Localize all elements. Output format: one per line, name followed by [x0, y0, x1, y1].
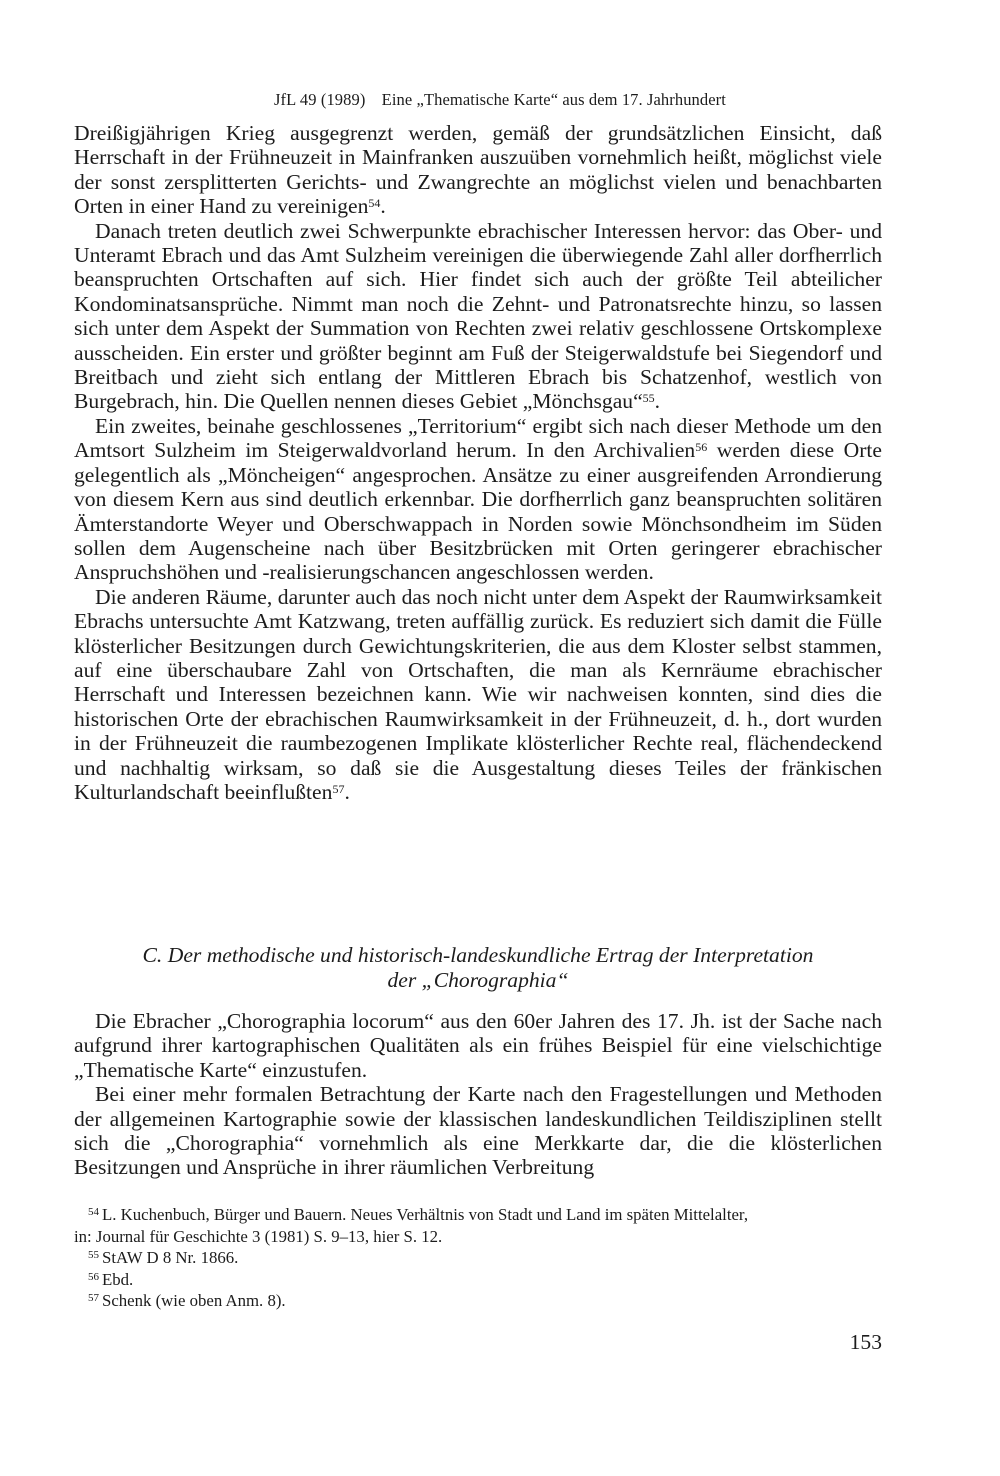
paragraph-text: Die anderen Räume, darunter auch das noch nicht unter dem Aspekt der Raumwirksamkeit Ebrachs untersuchte Amt Katzwang, treten auffällig zurück. Es reduziert sich damit die Fülle klösterlicher Besitzungen durch Gewichtungskriterien, die aus dem Kloster selbst stammen, auf eine überschaubare Zahl von Ortschaften, die man als Kernräume ebrachischer Herrschaft und Interessen bezeichnen kann. Wie wir nachweisen konnten, sind dies die historischen Orte der ebrachischen Raumwirksamkeit in der Frühneuzeit, d. h., dort wurden in der Frühneuzeit die raumbezogenen Implikate klösterlicher Rechte real, flächendeckend und nachhaltig wirksam, so daß sie die Ausgestaltung dieses Teiles der fränkischen Kulturlandschaft beeinflußten: [74, 584, 882, 804]
paragraph-end: .: [654, 389, 661, 414]
body-text: [74, 121, 882, 804]
page-number: 153: [849, 1330, 882, 1354]
paragraph-1: [74, 121, 882, 219]
section-paragraph-1: Die Ebracher „Chorographia locorum“ aus den 60er Jahren des 17. Jh. ist der Sache nach aufgrund ihrer kartographischen Qualitäten als ein frühes Beispiel für eine vielschichtige „Thematische Karte“ einzustufen.: [74, 1009, 882, 1082]
section-paragraph-2: Bei einer mehr formalen Betrachtung der Karte nach den Fragestellungen und Methoden der allgemeinen Kartographie sowie der klassischen landeskundlichen Teildisziplinen stellt sich die „Chorographia“ vornehmlich als eine Merkkarte dar, die die klösterlichen Besitzungen und Ansprüche in ihrer räumlichen Verbreitung: [74, 1082, 882, 1180]
paragraph-end: .: [380, 194, 386, 219]
section-body-text: [74, 1009, 882, 1180]
footnote-54: [74, 1204, 882, 1226]
footnotes: [74, 1204, 882, 1312]
footnote-55: [74, 1247, 882, 1269]
section-heading-line-1: C. Der methodische und historisch-landeskundliche Ertrag der Interpretation: [142, 943, 814, 967]
footnote-text: L. Kuchenbuch, Bürger und Bauern. Neues Verhältnis von Stadt und Land im späten Mittelalter,: [102, 1205, 749, 1224]
paragraph-text: Dreißigjährigen Krieg ausgegrenzt werden, gemäß der grundsätzlichen Einsicht, daß Herrschaft in der Frühneuzeit in Mainfranken auszuüben vornehmlich heißt, möglichst viele der sonst zersplitterten Gerichts- und Zwangrechte an möglichst vielen und benachbarten Orten in einer Hand zu vereinigen: [74, 121, 882, 219]
running-head-title: Eine „Thematische Karte“ aus dem 17. Jahrhundert: [381, 90, 726, 109]
paragraph-end: .: [344, 779, 350, 804]
footnote-ref: 56: [695, 440, 708, 455]
paragraph-2: [74, 219, 882, 414]
paragraph-3: [74, 414, 882, 585]
footnote-text: Schenk (wie oben Anm. 8).: [102, 1291, 286, 1310]
footnote-number: 54: [88, 1206, 99, 1218]
section-heading-line-2: der „Chorographia“: [387, 968, 569, 992]
paragraph-text: werden diese Orte gelegentlich als „Möncheigen“ angesprochen. Ansätze zu einer ausgreifenden Arrondierung von diesem Kern aus sind deutlich erkennbar. Die dorfherrlich ganz beanspruchten solitären Ämterstandorte Weyer und Oberschwappach in Norden sowie Mönchsondheim im Süden sollen dem Augenscheine nach über Besitzbrücken mit Orten geringerer ebrachischer Anspruchshöhen und -realisierungschancen angeschlossen werden.: [74, 438, 883, 585]
footnote-ref: 54: [368, 196, 381, 211]
footnote-ref: 57: [332, 781, 345, 796]
footnote-56: [74, 1269, 882, 1291]
footnote-text: StAW D 8 Nr. 1866.: [102, 1248, 239, 1267]
running-head-journal: JfL 49 (1989): [274, 90, 366, 109]
footnote-ref: 55: [642, 391, 655, 406]
footnote-number: 56: [88, 1270, 99, 1283]
footnote-57: [74, 1290, 882, 1312]
paragraph-text: Danach treten deutlich zwei Schwerpunkte ebrachischer Interessen hervor: das Ober- und Unteramt Ebrach und das Amt Sulzheim vereinigen die überwiegende Zahl aller dorfherrlich beanspruchten Ortschaften auf sich. Hier findet sich auch der größte Teil abteilicher Kondominatsansprüche. Nimmt man noch die Zehnt- und Patronatsrechte hinzu, so lassen sich unter dem Aspekt der Summation von Rechten zwei relativ geschlossene Ortskomplexe ausscheiden. Ein erster und größter beginnt am Fuß der Steigerwaldstufe bei Siegendorf und Breitbach und zieht sich entlang der Mittleren Ebrach bis Schatzenhof, westlich von Burgebrach, hin. Die Quellen nennen dieses Gebiet „Mönchsgau“: [74, 218, 882, 414]
footnote-54-continuation: in: Journal für Geschichte 3 (1981) S. 9–13, hier S. 12.: [74, 1226, 443, 1246]
footnote-text: Ebd.: [102, 1269, 134, 1289]
paragraph-text: Ein zweites, beinahe geschlossenes „Territorium“ ergibt sich nach dieser Methode um den Amtsort Sulzheim im Steigerwaldvorland herum. In den Archivalien: [74, 413, 882, 463]
section-heading: [74, 943, 882, 993]
paragraph-4: [74, 585, 882, 805]
footnote-number: 57: [88, 1292, 99, 1304]
running-head: [74, 90, 926, 110]
footnote-number: 55: [88, 1249, 99, 1261]
